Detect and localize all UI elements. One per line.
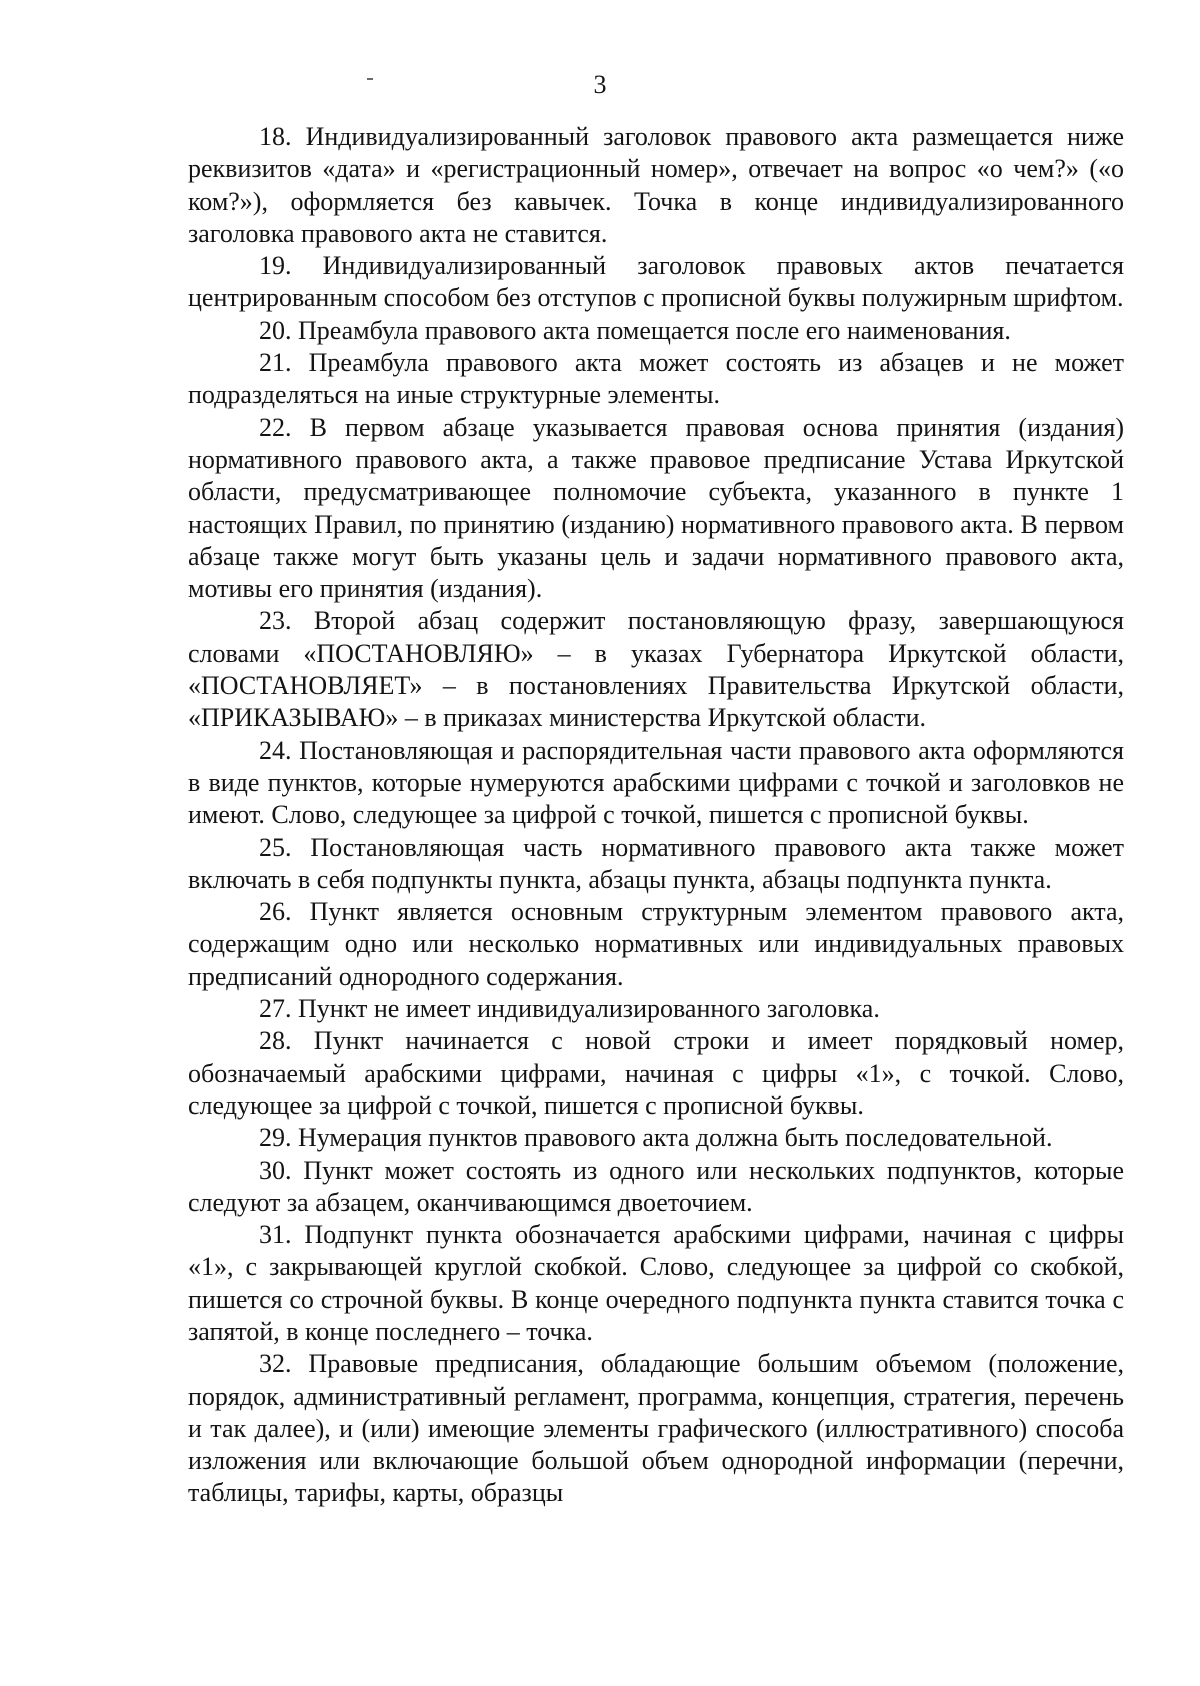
paragraph-31: 31. Подпункт пункта обозначается арабскими цифрами, начиная с цифры «1», с закрывающей круглой скобкой. Слово, следующее за цифрой со скобкой, пишется со строчной буквы. В конце очередного подпункта пункта ставится точка с запятой, в конце последнего – точка. xyxy=(188,1220,1124,1346)
paragraph-26: 26. Пункт является основным структурным элементом правового акта, содержащим одно или несколько нормативных или индивидуальных правовых предписаний однородного содержания. xyxy=(188,897,1124,991)
paragraph-19: 19. Индивидуализированный заголовок правовых актов печатается центрированным способом без отступов с прописной буквы полужирным шрифтом. xyxy=(188,251,1124,313)
paragraph-24: 24. Постановляющая и распорядительная части правового акта оформляются в виде пунктов, которые нумеруются арабскими цифрами с точкой и заголовков не имеют. Слово, следующее за цифрой с точкой, пишется с прописной буквы. xyxy=(188,735,1124,830)
paragraph-23: 23. Второй абзац содержит постановляющую фразу, завершающуюся словами «ПОСТАНОВЛЯЮ» – в указах Губернатора Иркутской области, «ПОСТАНОВЛЯЕТ» – в постановлениях Правительства Иркутской области, «ПРИКАЗЫВАЮ» – в приказах министерства Иркутской области. xyxy=(188,606,1124,733)
paragraph-25: 25. Постановляющая часть нормативного правового акта также может включать в себя подпункты пункта, абзацы пункта, абзацы подпункта пункта. xyxy=(188,832,1124,894)
paragraph-27: 27. Пункт не имеет индивидуализированного заголовка. xyxy=(259,994,880,1024)
document-body xyxy=(188,121,1124,1510)
paragraph-20: 20. Преамбула правового акта помещается после его наименования. xyxy=(259,315,1011,345)
paragraph-28: 28. Пункт начинается с новой строки и имеет порядковый номер, обозначаемый арабскими цифрами, начиная с цифры «1», с точкой. Слово, следующее за цифрой с точкой, пишется с прописной буквы. xyxy=(188,1026,1124,1120)
paragraph-21: 21. Преамбула правового акта может состоять из абзацев и не может подразделяться на иные структурные элементы. xyxy=(188,348,1124,410)
paragraph-29: 29. Нумерация пунктов правового акта должна быть последовательной. xyxy=(259,1123,1053,1153)
paragraph-30: 30. Пункт может состоять из одного или нескольких подпунктов, которые следуют за абзацем, оканчивающимся двоеточием. xyxy=(188,1155,1124,1217)
paragraph-22: 22. В первом абзаце указывается правовая основа принятия (издания) нормативного правового акта, а также правовое предписание Устава Иркутской области, предусматривающее полномочие субъекта, указанного в пункте 1 настоящих Правил, по принятию (изданию) нормативного правового акта. В первом абзаце также могут быть указаны цель и задачи нормативного правового акта, мотивы его принятия (издания). xyxy=(188,412,1124,604)
page-number: 3 xyxy=(593,70,607,99)
paragraph-32: 32. Правовые предписания, обладающие большим объемом (положение, порядок, административный регламент, программа, концепция, стратегия, перечень и так далее), и (или) имеющие элементы графического (иллюстративного) способа изложения или включающие большой объем однородной информации (перечни, таблицы, тарифы, карты, образцы xyxy=(188,1349,1124,1508)
paragraph-18: 18. Индивидуализированный заголовок правового акта размещается ниже реквизитов «дата» и «регистрационный номер», отвечает на вопрос «о чем?» («о ком?»), оформляется без кавычек. Точка в конце индивидуализированного заголовка правового акта не ставится. xyxy=(188,122,1124,248)
